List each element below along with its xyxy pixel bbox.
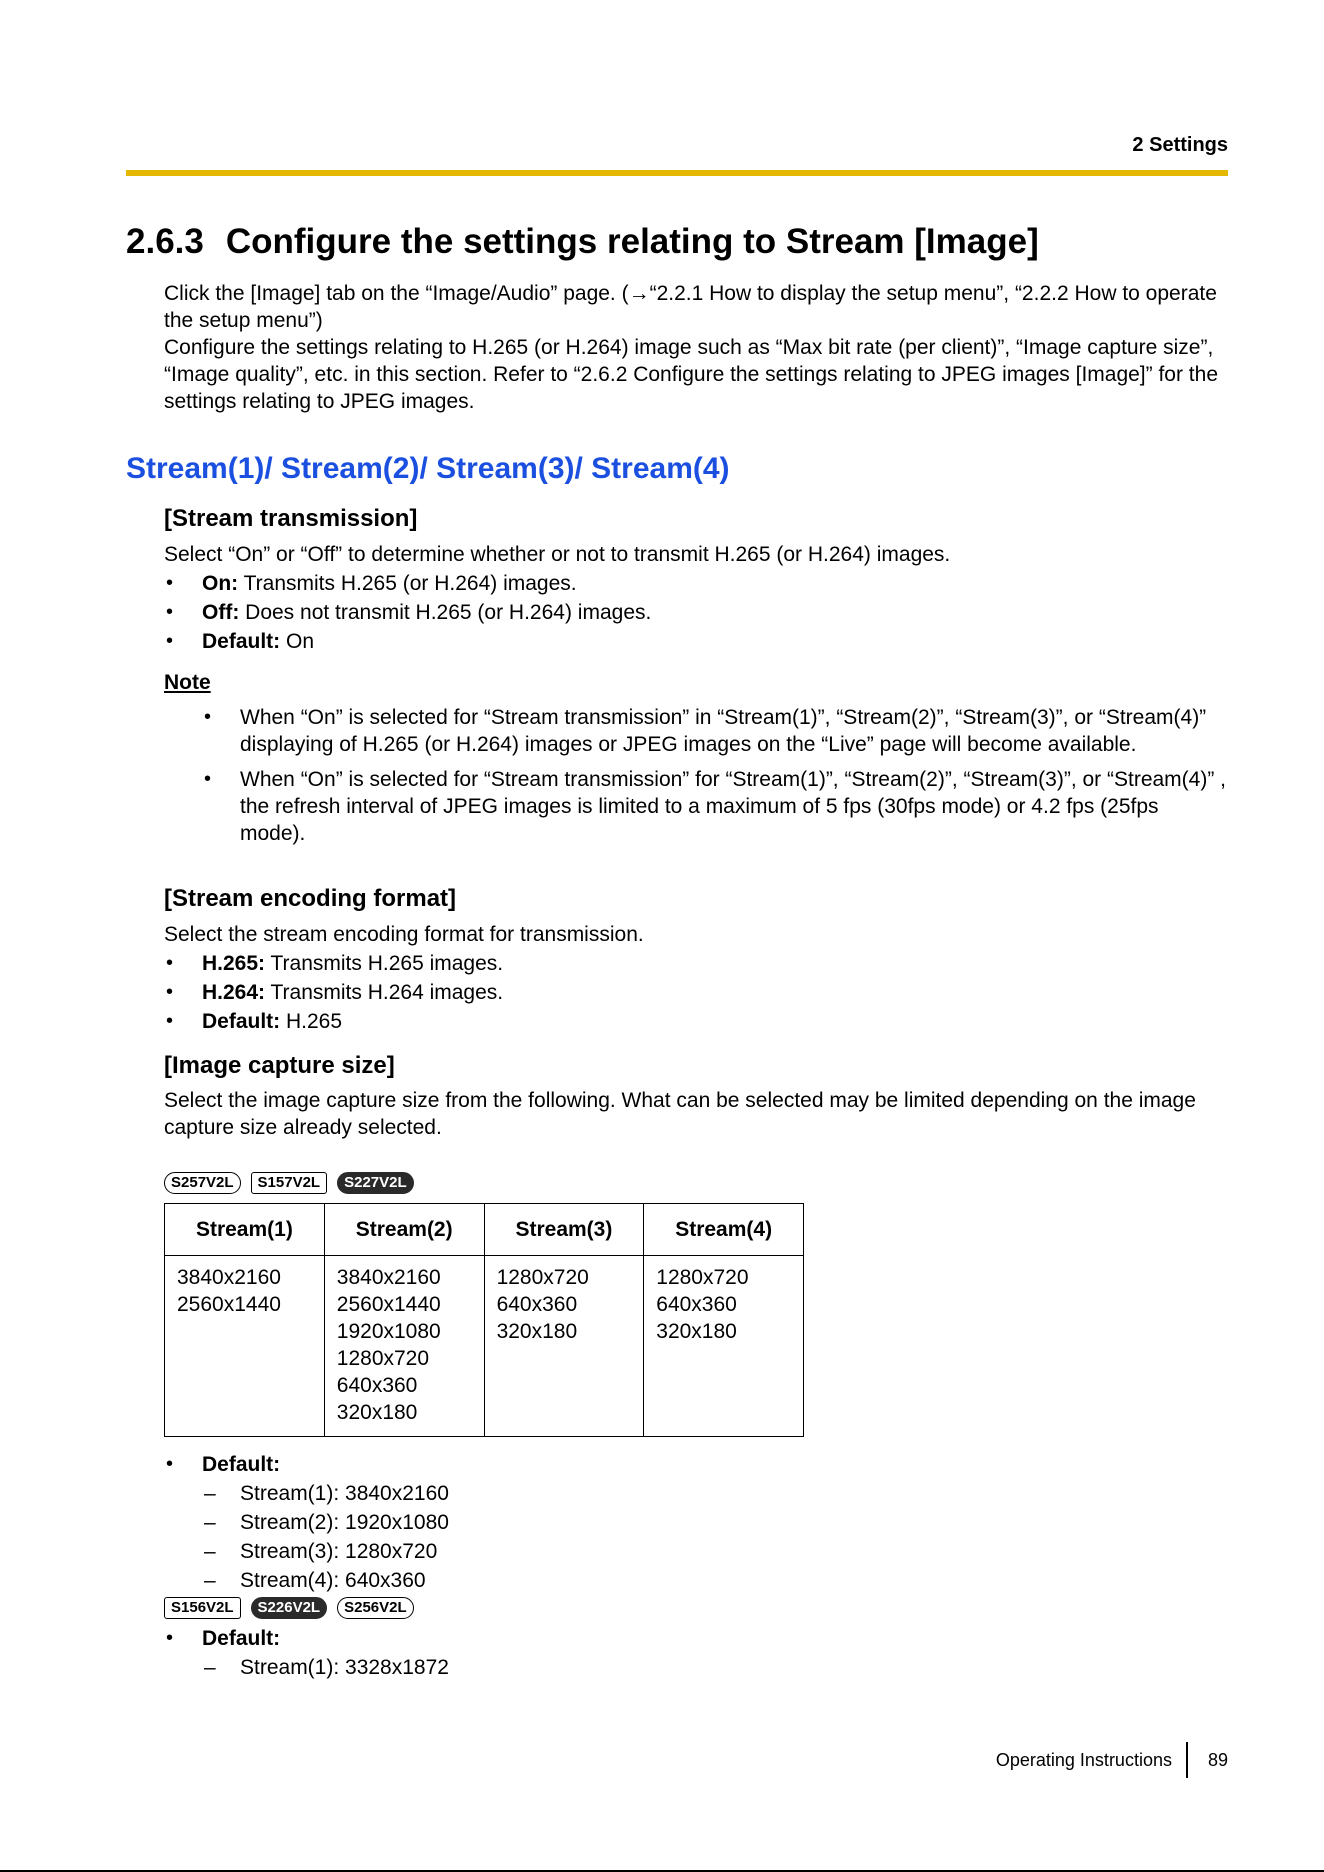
capture-size-table-wrap xyxy=(164,1203,1228,1437)
table-header-row xyxy=(165,1204,804,1256)
stream-transmission-title: [Stream transmission] xyxy=(164,505,418,532)
note-title: Note xyxy=(164,671,211,694)
section-title-text: Configure the settings relating to Stream [Image] xyxy=(225,222,1039,261)
list-item xyxy=(164,1624,1228,1653)
list-item: – Stream(1): 3840x2160 xyxy=(202,1479,1228,1508)
default-b-block xyxy=(164,1624,1228,1682)
table-cell xyxy=(324,1256,484,1437)
list-item xyxy=(164,569,1228,598)
note-block xyxy=(164,668,1228,855)
option-term: On: xyxy=(202,572,239,595)
default-label: Default: xyxy=(202,1453,281,1476)
footer-separator xyxy=(1186,1742,1188,1778)
size-value: 3840x2160 xyxy=(177,1266,281,1289)
note-list xyxy=(164,704,1228,847)
model-badge: S256V2L xyxy=(337,1597,414,1619)
doc-name: Operating Instructions xyxy=(995,1749,1172,1770)
model-badges-a xyxy=(164,1171,1228,1195)
list-item: – Stream(2): 1920x1080 xyxy=(202,1508,1228,1537)
option-text: Transmits H.264 images. xyxy=(265,981,504,1004)
intro-paragraph-2: Configure the settings relating to H.265 (or H.264) image such as “Max bit rate (per client)”, “Image capture size”, “Image quality”, etc. in this section. Refer to “2.6.2 Configure the settings relating to JPEG images [Image]” for the settings relating to JPEG images. xyxy=(164,336,1218,413)
intro-paragraph-1: Click the [Image] tab on the “Image/Audio” page. (→“2.2.1 How to display the setup menu”, “2.2.2 How to operate the setup menu”) xyxy=(164,282,1217,332)
size-value: 1920x1080 xyxy=(336,1320,441,1343)
stream-encoding-block xyxy=(164,884,1228,1036)
section-number: 2.6.3 xyxy=(126,222,204,261)
option-term: Default: xyxy=(202,630,281,653)
model-badge: S257V2L xyxy=(164,1172,241,1194)
list-item: – Stream(1): 3328x1872 xyxy=(202,1653,1228,1682)
size-value: 320x180 xyxy=(656,1320,737,1343)
option-text: H.265 xyxy=(280,1010,343,1033)
default-b-list xyxy=(164,1624,1228,1653)
note-item: • When “On” is selected for “Stream transmission” in “Stream(1)”, “Stream(2)”, “Stream(3)”, or “Stream(4)” displaying of H.265 (or H.264) images or JPEG images on the “Live” page will become available. xyxy=(202,704,1228,758)
default-a-items xyxy=(164,1479,1228,1595)
list-item xyxy=(164,978,1228,1007)
table-cell xyxy=(644,1256,804,1437)
model-badge: S227V2L xyxy=(337,1172,414,1194)
image-capture-block xyxy=(164,1051,1228,1141)
table-header: Stream(3) xyxy=(484,1204,644,1256)
stream-subheading: Stream(1)/ Stream(2)/ Stream(3)/ Stream(4) xyxy=(126,452,730,485)
model-badges-b xyxy=(164,1596,1228,1620)
table-header: Stream(2) xyxy=(324,1204,484,1256)
list-item xyxy=(164,1007,1228,1036)
table-row xyxy=(165,1256,804,1437)
option-term: H.264: xyxy=(202,981,266,1004)
default-b-items xyxy=(164,1653,1228,1682)
intro xyxy=(164,280,1228,415)
option-text: Does not transmit H.265 (or H.264) images. xyxy=(239,601,652,624)
page-number: 89 xyxy=(1207,1749,1228,1770)
size-value: 1280x720 xyxy=(656,1266,749,1289)
stream-transmission-description: Select “On” or “Off” to determine whether or not to transmit H.265 (or H.264) images. xyxy=(164,543,951,566)
option-term: Off: xyxy=(202,601,240,624)
running-head: 2 Settings xyxy=(1132,134,1228,156)
default-label: Default: xyxy=(202,1627,281,1650)
size-value: 1280x720 xyxy=(336,1347,430,1370)
header-rule xyxy=(126,170,1228,176)
list-item xyxy=(164,627,1228,656)
size-value: 3840x2160 xyxy=(336,1266,441,1289)
table-header: Stream(4) xyxy=(644,1204,804,1256)
list-item xyxy=(164,1450,1228,1479)
default-a-block xyxy=(164,1450,1228,1595)
option-term: Default: xyxy=(202,1010,281,1033)
stream-transmission-options xyxy=(164,569,1228,656)
list-item: – Stream(3): 1280x720 xyxy=(202,1537,1228,1566)
table-cell xyxy=(165,1256,325,1437)
list-item xyxy=(164,598,1228,627)
model-badge: S156V2L xyxy=(164,1597,241,1619)
option-text: Transmits H.265 (or H.264) images. xyxy=(238,572,577,595)
size-value: 320x180 xyxy=(496,1320,578,1343)
size-value: 640x360 xyxy=(336,1374,418,1397)
option-term: H.265: xyxy=(202,952,266,975)
size-value: 1280x720 xyxy=(496,1266,589,1289)
image-capture-title: [Image capture size] xyxy=(164,1052,395,1079)
size-value: 320x180 xyxy=(336,1401,418,1424)
note-item: • When “On” is selected for “Stream transmission” for “Stream(1)”, “Stream(2)”, “Stream(3)”, or “Stream(4)” , the refresh interval of JPEG images is limited to a maximum of 5 fps (30fps mode) or 4.2 fps (25fps mode). xyxy=(202,766,1228,847)
size-value: 2560x1440 xyxy=(336,1293,441,1316)
model-badge: S226V2L xyxy=(251,1597,328,1619)
capture-size-table xyxy=(164,1203,804,1437)
image-capture-description: Select the image capture size from the following. What can be selected may be limited depending on the image capture size already selected. xyxy=(164,1089,1196,1139)
list-item xyxy=(164,949,1228,978)
stream-encoding-title: [Stream encoding format] xyxy=(164,885,457,912)
page-footer xyxy=(996,1742,1228,1778)
default-a-list xyxy=(164,1450,1228,1479)
option-text: On xyxy=(280,630,315,653)
stream-encoding-description: Select the stream encoding format for transmission. xyxy=(164,923,644,946)
option-text: Transmits H.265 images. xyxy=(265,952,504,975)
model-badge: S157V2L xyxy=(251,1172,328,1194)
size-value: 640x360 xyxy=(656,1293,737,1316)
table-cell xyxy=(484,1256,644,1437)
table-header: Stream(1) xyxy=(165,1204,325,1256)
stream-encoding-options xyxy=(164,949,1228,1036)
section-title xyxy=(126,222,1039,262)
stream-transmission-block xyxy=(164,504,1228,656)
size-value: 2560x1440 xyxy=(177,1293,281,1316)
size-value: 640x360 xyxy=(496,1293,578,1316)
list-item: – Stream(4): 640x360 xyxy=(202,1566,1228,1595)
